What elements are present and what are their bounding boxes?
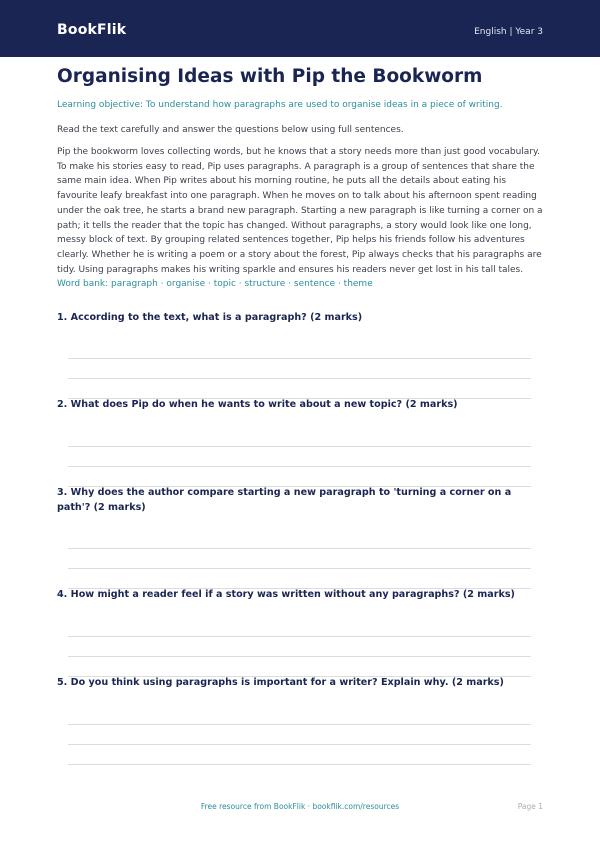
answer-line[interactable] bbox=[68, 764, 531, 765]
page-number: Page 1 bbox=[517, 802, 543, 811]
worksheet-title: Organising Ideas with Pip the Bookworm bbox=[57, 66, 483, 87]
subject-year-label: English | Year 3 bbox=[474, 27, 543, 37]
footer-credit: Free resource from BookFlik · bookflik.com/resources bbox=[200, 802, 400, 811]
instruction-text: Read the text carefully and answer the questions below using full sentences. bbox=[57, 125, 404, 135]
reading-passage: Pip the bookworm loves collecting words, but he knows that a story needs more than just good vocabulary. To make his stories easy to read, Pip uses paragraphs. A paragraph is a group of sentences that share the same main idea. When Pip writes about his morning routine, he puts all the details about eating his favourite leafy breakfast into one paragraph. When he moves on to talk about his afternoon spent reading under the oak tree, he starts a brand new paragraph. Starting a new paragraph is like turning a corner on a path; it tells the reader that the topic has changed. Without paragraphs, a story would look like one long, messy block of text. By grouping related sentences together, Pip helps his friends follow his adventures clearly. Whether he is writing a poem or a story about the forest, Pip always checks that his paragraphs are tidy. Using paragraphs makes his writing sparkle and ensures his readers never get lost in his tall tales. bbox=[57, 147, 543, 275]
question-4: 4. How might a reader feel if a story was written without any paragraphs? (2 marks) bbox=[57, 589, 515, 600]
question-5: 5. Do you think using paragraphs is important for a writer? Explain why. (2 marks) bbox=[57, 677, 504, 688]
answer-line[interactable] bbox=[68, 636, 531, 637]
answer-line[interactable] bbox=[68, 358, 531, 359]
question-1: 1. According to the text, what is a paragraph? (2 marks) bbox=[57, 312, 363, 323]
brand-logo-text: BookFlik bbox=[57, 22, 127, 38]
answer-line[interactable] bbox=[68, 656, 531, 657]
answer-line[interactable] bbox=[68, 724, 531, 725]
answer-line[interactable] bbox=[68, 378, 531, 379]
page-header bbox=[0, 0, 600, 57]
question-3: 3. Why does the author compare starting a new paragraph to 'turning a corner on a path'? (2 marks) bbox=[57, 487, 512, 513]
answer-line[interactable] bbox=[68, 548, 531, 549]
answer-line[interactable] bbox=[68, 744, 531, 745]
question-2: 2. What does Pip do when he wants to write about a new topic? (2 marks) bbox=[57, 399, 458, 410]
learning-objective: Learning objective: To understand how paragraphs are used to organise ideas in a piece of writing. bbox=[57, 100, 503, 110]
answer-line[interactable] bbox=[68, 466, 531, 467]
answer-line[interactable] bbox=[68, 568, 531, 569]
word-bank: Word bank: paragraph · organise · topic · structure · sentence · theme bbox=[57, 279, 373, 289]
answer-line[interactable] bbox=[68, 446, 531, 447]
